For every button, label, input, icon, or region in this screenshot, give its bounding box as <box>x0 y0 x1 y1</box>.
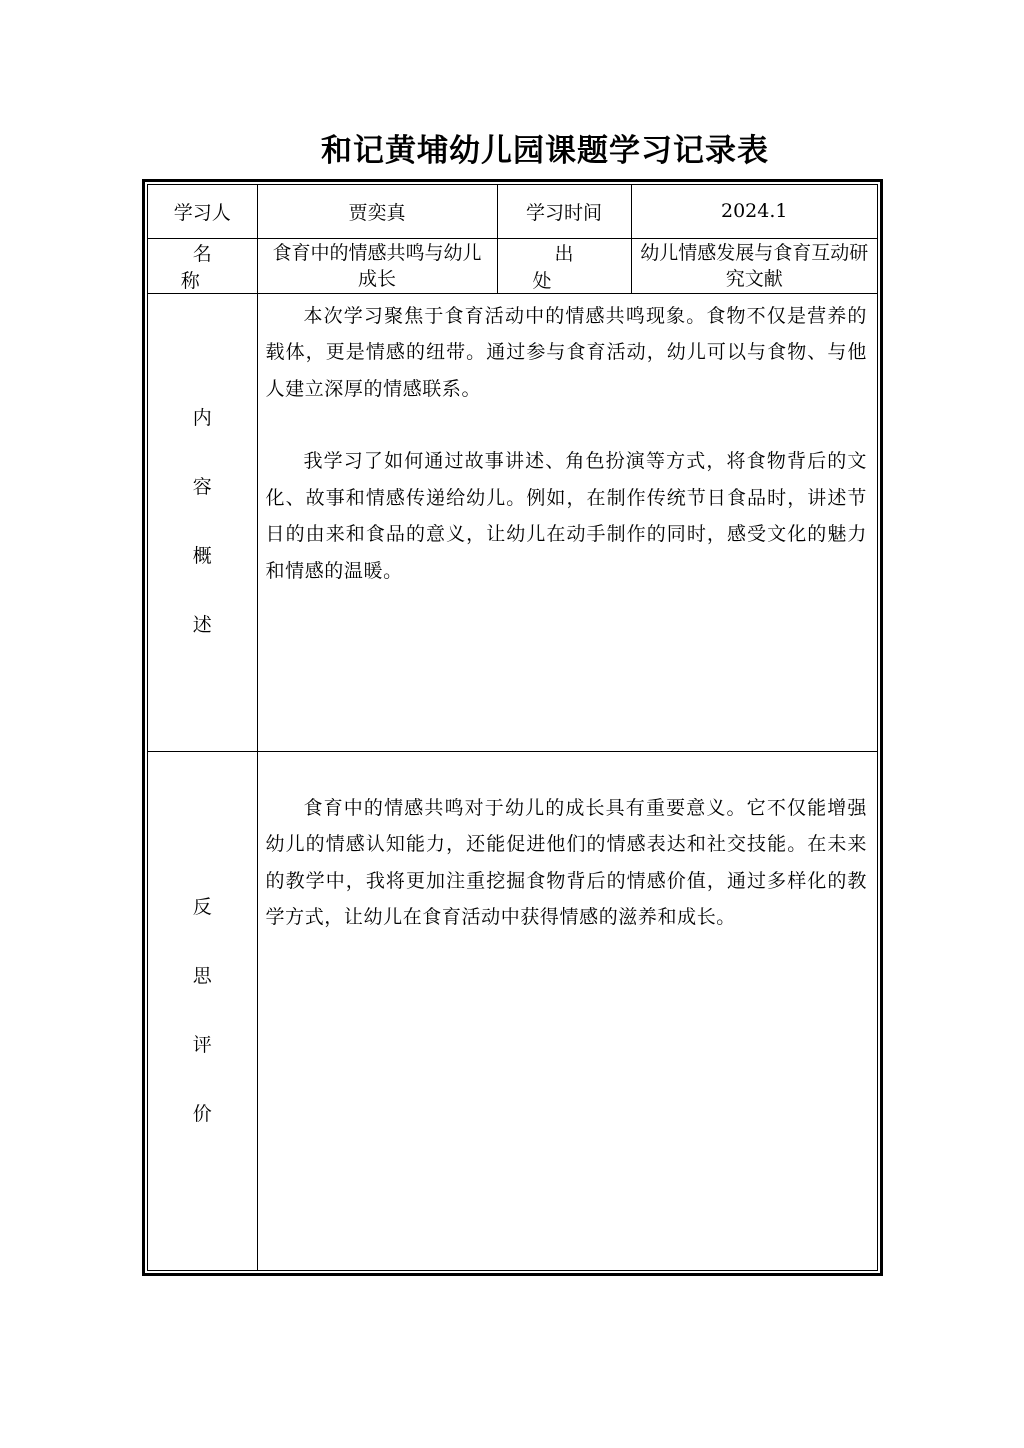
source-label-text: 出处 <box>532 242 618 292</box>
time-value: 2024.1 <box>631 185 877 238</box>
label-char: 内 <box>192 407 212 429</box>
reflection-paragraph: 食育中的情感共鸣对于幼儿的成长具有重要意义。它不仅能增强幼儿的情感认知能力，还能促进他们的情感表达和社交技能。在未来的教学中，我将更加注重挖掘食物背后的情感价值，通过多样化的教学方式，让幼儿在食育活动中获得情感的滋养和成长。 <box>265 796 867 928</box>
label-char: 容 <box>192 476 212 498</box>
reflection-label <box>148 751 257 1270</box>
label-char: 评 <box>192 1033 212 1056</box>
reflection-vertical-label <box>148 895 257 1127</box>
label-char: 价 <box>192 1102 212 1125</box>
time-label: 学习时间 <box>497 185 631 238</box>
record-table-frame <box>142 179 883 1276</box>
label-char: 概 <box>192 545 212 567</box>
label-char: 思 <box>192 964 212 987</box>
content-summary-vertical-label <box>148 406 257 638</box>
row-content-summary <box>148 293 877 751</box>
content-paragraph: 本次学习聚焦于食育活动中的情感共鸣现象。食物不仅是营养的载体，更是情感的纽带。通过参与食育活动，幼儿可以与食物、与他人建立深厚的情感联系。 <box>265 304 867 400</box>
source-label <box>497 238 631 293</box>
source-value: 幼儿情感发展与食育互动研究文献 <box>631 238 877 293</box>
page-title: 和记黄埔幼儿园课题学习记录表 <box>321 133 769 169</box>
record-table <box>148 185 877 1270</box>
reflection-body <box>257 751 877 1270</box>
name-label <box>148 238 257 293</box>
learner-value: 贾奕真 <box>257 185 497 238</box>
content-summary-label <box>148 293 257 751</box>
row-learner-time <box>148 185 877 238</box>
name-label-text: 名称 <box>180 242 236 292</box>
label-char: 述 <box>192 614 212 636</box>
row-reflection <box>148 751 877 1270</box>
label-char: 反 <box>192 895 212 918</box>
learner-label: 学习人 <box>148 185 257 238</box>
record-table-inner <box>147 184 878 1271</box>
name-value: 食育中的情感共鸣与幼儿成长 <box>257 238 497 293</box>
content-paragraph: 我学习了如何通过故事讲述、角色扮演等方式，将食物背后的文化、故事和情感传递给幼儿。例如，在制作传统节日食品时，讲述节日的由来和食品的意义，让幼儿在动手制作的同时，感受文化的魅力和情感的温暖。 <box>265 450 867 582</box>
row-name-source <box>148 238 877 293</box>
content-summary-body <box>257 293 877 751</box>
